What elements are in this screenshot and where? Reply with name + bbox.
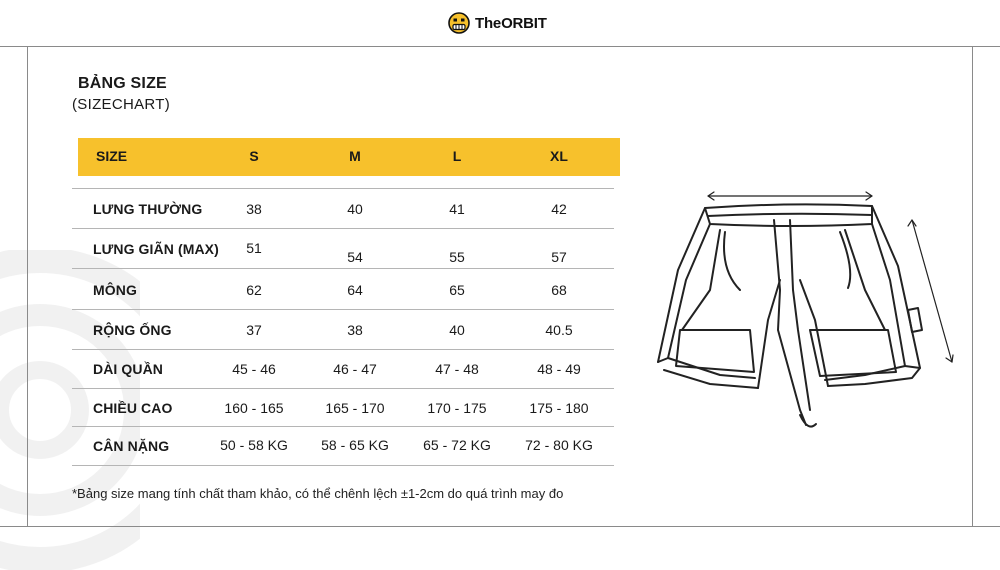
row-label-lung-gian: LƯNG GIÃN (MAX) xyxy=(93,241,219,257)
cell-value: 48 - 49 xyxy=(537,361,581,377)
brand-name: TheORBIT xyxy=(475,14,547,32)
row-label-rong-ong: RỘNG ỐNG xyxy=(93,322,172,338)
header-size: SIZE xyxy=(96,148,128,164)
row-divider xyxy=(72,426,614,427)
row-label-chieu-cao: CHIỀU CAO xyxy=(93,400,173,416)
row-label-lung-thuong: LƯNG THƯỜNG xyxy=(93,201,203,217)
row-label-can-nang: CÂN NẶNG xyxy=(93,438,170,454)
cell-value: 72 - 80 KG xyxy=(525,437,593,453)
cell-value: 160 - 165 xyxy=(224,400,284,416)
left-border xyxy=(27,46,28,527)
right-border xyxy=(972,46,973,527)
cell-value: 42 xyxy=(551,201,567,217)
cell-value: 68 xyxy=(551,282,567,298)
cell-value: 40 xyxy=(449,322,465,338)
cell-value: 50 - 58 KG xyxy=(220,437,288,453)
header-l: L xyxy=(452,148,462,164)
cell-value: 65 xyxy=(449,282,465,298)
page-title: BẢNG SIZE xyxy=(78,75,167,92)
cell-value: 37 xyxy=(246,322,262,338)
cell-value: 64 xyxy=(347,282,363,298)
cell-value: 38 xyxy=(246,201,262,217)
row-divider xyxy=(72,465,614,466)
row-divider xyxy=(72,349,614,350)
brand-logo xyxy=(448,10,547,36)
row-label-dai-quan: DÀI QUẦN xyxy=(93,361,164,377)
cell-value: 41 xyxy=(449,201,465,217)
cell-value: 165 - 170 xyxy=(325,400,385,416)
row-divider xyxy=(72,388,614,389)
header-s: S xyxy=(249,148,259,164)
cell-value: 54 xyxy=(347,249,363,265)
header-xl: XL xyxy=(550,148,568,164)
row-label-mong: MÔNG xyxy=(93,282,137,298)
cell-value: 65 - 72 KG xyxy=(423,437,491,453)
cell-value: 175 - 180 xyxy=(529,400,589,416)
page-subtitle: (SIZECHART) xyxy=(72,96,171,113)
cell-value: 57 xyxy=(551,249,567,265)
cell-value: 38 xyxy=(347,322,363,338)
row-divider xyxy=(72,309,614,310)
cell-value: 47 - 48 xyxy=(435,361,479,377)
row-divider xyxy=(72,228,614,229)
row-divider xyxy=(72,188,614,189)
disclaimer-note: *Bảng size mang tính chất tham khảo, có thể chênh lệch ±1-2cm do quá trình may đo xyxy=(72,486,564,501)
cell-value: 45 - 46 xyxy=(232,361,276,377)
bottom-divider xyxy=(0,526,1000,527)
cell-value: 170 - 175 xyxy=(427,400,487,416)
cell-value: 58 - 65 KG xyxy=(321,437,389,453)
top-divider xyxy=(0,46,1000,47)
header-m: M xyxy=(349,148,361,164)
cell-value: 40 xyxy=(347,201,363,217)
shorts-diagram-icon xyxy=(650,180,960,440)
cell-value: 51 xyxy=(246,240,262,256)
cell-value: 46 - 47 xyxy=(333,361,377,377)
smiley-face-logo-icon xyxy=(448,12,470,34)
row-divider xyxy=(72,268,614,269)
cell-value: 55 xyxy=(449,249,465,265)
cell-value: 40.5 xyxy=(545,322,573,338)
cell-value: 62 xyxy=(246,282,262,298)
